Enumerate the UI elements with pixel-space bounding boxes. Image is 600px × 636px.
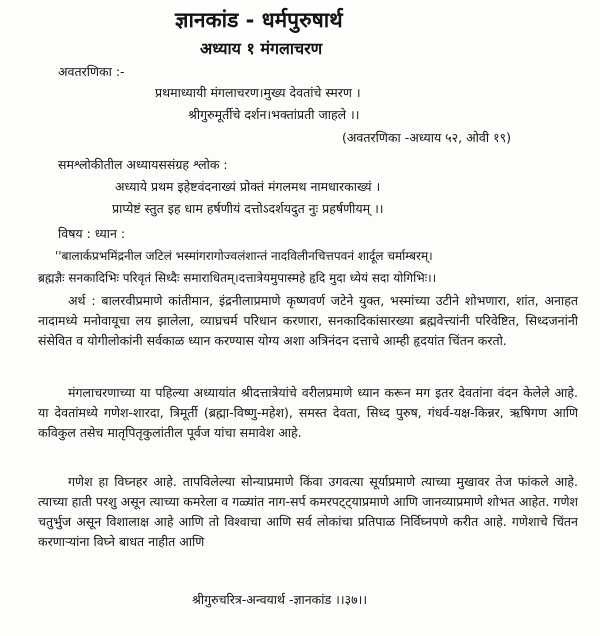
- mangal-paragraph: मंगलाचरणाच्या या पहिल्या अध्यायांत श्रीदत्तात्रेयांचे वरीलप्रमाणे ध्यान करून मग इतर देवतांना वंदन केलेले आहे. या देवतांमध्ये गणेश-शारदा, त्रिमूर्ती (ब्रह्मा-विष्णु-महेश), समस्त देवता, सिध्द पुरुष, गंधर्व-यक्ष-किन्नर, ऋषिगण आणि कविकुल तसेच मातृपितृकुलांतील पूर्वज यांचा समावेश आहे.: [38, 385, 578, 440]
- page-footer: श्रीगुरुचरित्र-अन्वयार्थ -ज्ञानकांड ।।३७।।: [192, 592, 368, 607]
- avataranika-line-1: प्रथमाध्यायी मंगलाचरण।मुख्य देवतांचे स्मरण ।: [155, 85, 361, 100]
- avataranika-heading: अवतरणिका :-: [58, 64, 125, 79]
- chapter-subtitle: अध्याय १ मंगलाचरण: [200, 39, 323, 58]
- vishay-line-2: ब्रह्मज्ञैः सनकादिभिः परिवृतं सिध्दैः समाराधितम्।दत्तात्रेयमुपास्महे हृदि मुदा ध्येयं सदा योगिभिः।।: [38, 271, 437, 285]
- ganesh-paragraph: गणेश हा विघ्नहर आहे. तापविलेल्या सोन्याप्रमाणे किंवा उगवत्या सूर्याप्रमाणे त्याच्या मुखावर तेज फांकले आहे. त्याच्या हाती परशु असून त्याच्या कमरेला व गळ्यांत नाग-सर्प कमरपट्ट्याप्रमाणे आणि जानव्याप्रमाणे शोभत आहेत. गणेश चतुर्भुज असून विशालाक्ष आहे आणि तो विश्वाचा आणि सर्व लोकांचा प्रतिपाळ निर्विघ्नपणे करीत आहे. गणेशाचे चिंतन करणाऱ्यांना विघ्ने बाधत नाहीत आणि: [38, 474, 578, 549]
- artha-paragraph: अर्थ : बालरवीप्रमाणे कांतीमान, इंद्रनीलाप्रमाणे कृष्णवर्ण जटेने युक्त, भस्मांच्या उटीने शोभणारा, शांत, अनाहत नादामध्ये मनोवायूचा लय झालेला, व्याघ्रचर्म परिधान करणारा, सनकादिकांसारख्या ब्रह्मवेत्त्यांनी परिवेष्टित, सिध्दजनांनी संसेवित व योगीलोकांनी सर्वकाळ ध्यान करण्यास योग्य अशा अत्रिनंदन दत्ताचे आम्ही हृदयांत चिंतन करतो.: [38, 293, 578, 348]
- vishay-line-1: ''बालार्कप्रभमिंद्रनील जटिलं भस्मांगरागोज्वलंशान्तं नादविलीनचित्तपवनं शार्दूल चर्माम्बरम्।: [55, 249, 433, 263]
- vishay-heading: विषय : ध्यान :: [58, 226, 126, 241]
- avataranika-line-2: श्रीगुरुमूर्तीचे दर्शन।भक्तांप्रती जाहले ।।: [188, 107, 360, 122]
- page-title: ज्ञानकांड - धर्मपुरुषार्थ: [175, 8, 343, 32]
- avataranika-reference: (अवतरणिका -अध्याय ५२, ओवी १९): [342, 130, 511, 145]
- sangraha-heading: समश्लोकीतील अध्यायससंग्रह श्लोक :: [58, 157, 228, 172]
- sangraha-line-2: प्राप्येष्टं स्तुत इह धाम हर्षणीयं दत्तोऽदर्शयदुत नुः प्रहर्षणीयम् ।।: [112, 201, 384, 216]
- sangraha-line-1: अध्याये प्रथम इहेष्टवंदनाख्यं प्रोक्तं मंगलमथ नामधारकाख्यं ।: [115, 179, 381, 194]
